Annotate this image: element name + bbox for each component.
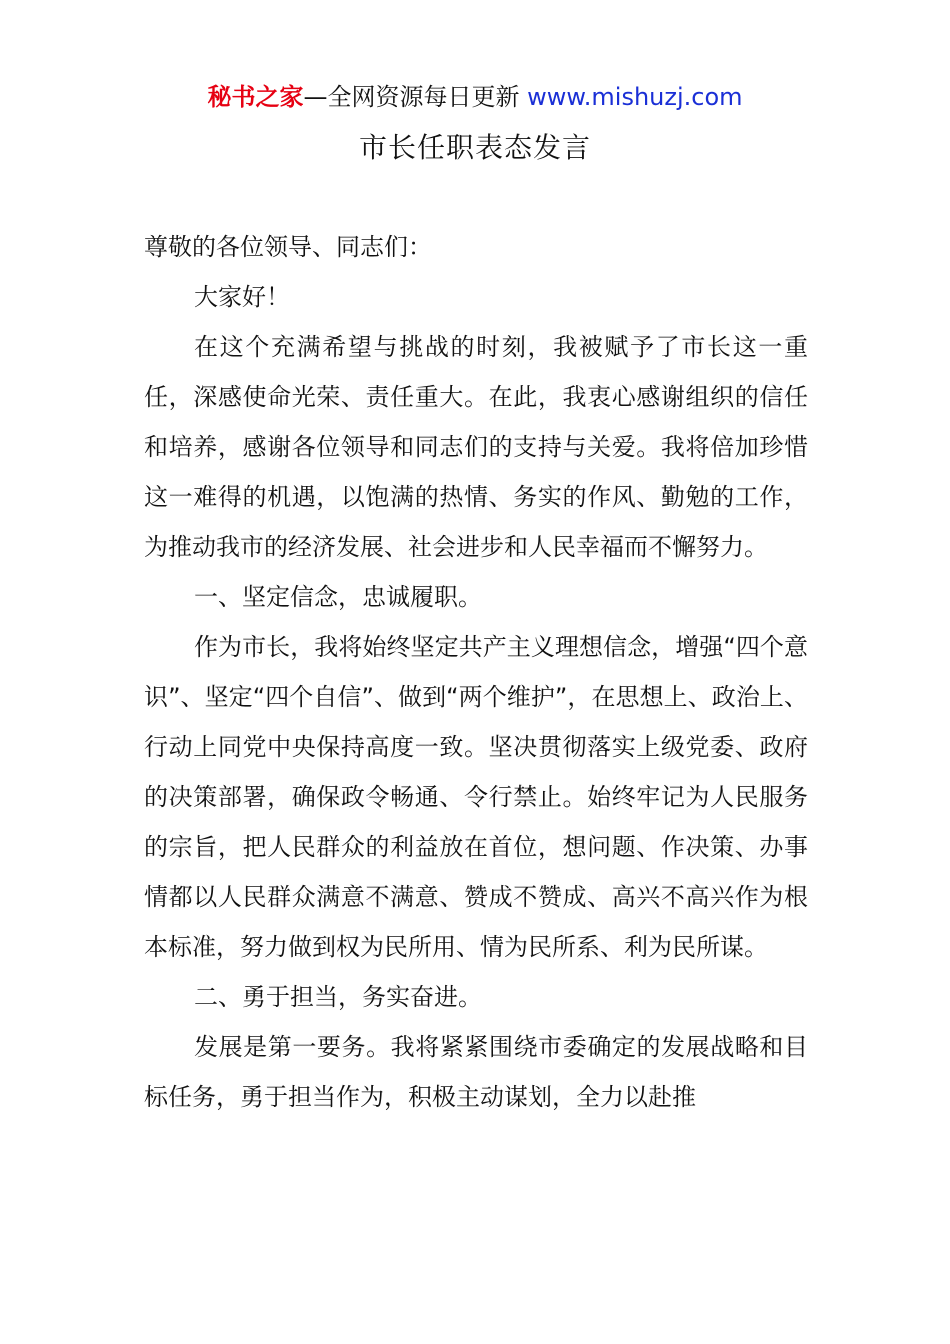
site-url[interactable]: www.mishuzj.com	[527, 83, 743, 111]
header-tagline: —全网资源每日更新	[303, 83, 528, 111]
document-title: 市长任职表态发言	[358, 131, 591, 164]
paragraph: 在这个充满希望与挑战的时刻，我被赋予了市长这一重任，深感使命光荣、责任重大。在此，我衷心感谢组织的信任和培养，感谢各位领导和同志们的支持与关爱。我将倍加珍惜这一难得的机遇，以饱满的热情、务实的作风、勤勉的工作，为推动我市的经济发展、社会进步和人民幸福而不懈努力。	[144, 333, 808, 561]
document-body	[144, 222, 808, 1122]
paragraph: 作为市长，我将始终坚定共产主义理想信念，增强“四个意识”、坚定“四个自信”、做到“两个维护”，在思想上、政治上、行动上同党中央保持高度一致。坚决贯彻落实上级党委、政府的决策部署，确保政令畅通、令行禁止。始终牢记为人民服务的宗旨，把人民群众的利益放在首位，想问题、作决策、办事情都以人民群众满意不满意、赞成不赞成、高兴不高兴作为根本标准，努力做到权为民所用、情为民所系、利为民所谋。	[144, 633, 808, 961]
greeting: 大家好！	[194, 283, 290, 311]
salutation: 尊敬的各位领导、同志们：	[144, 233, 432, 261]
section-heading: 一、坚定信念，忠诚履职。	[194, 583, 482, 611]
paragraph: 发展是第一要务。我将紧紧围绕市委确定的发展战略和目标任务，勇于担当作为，积极主动谋划，全力以赴推	[144, 1033, 808, 1111]
brand-name: 秘书之家	[207, 83, 304, 111]
site-header	[0, 80, 950, 114]
section-heading: 二、勇于担当，务实奋进。	[194, 983, 482, 1011]
